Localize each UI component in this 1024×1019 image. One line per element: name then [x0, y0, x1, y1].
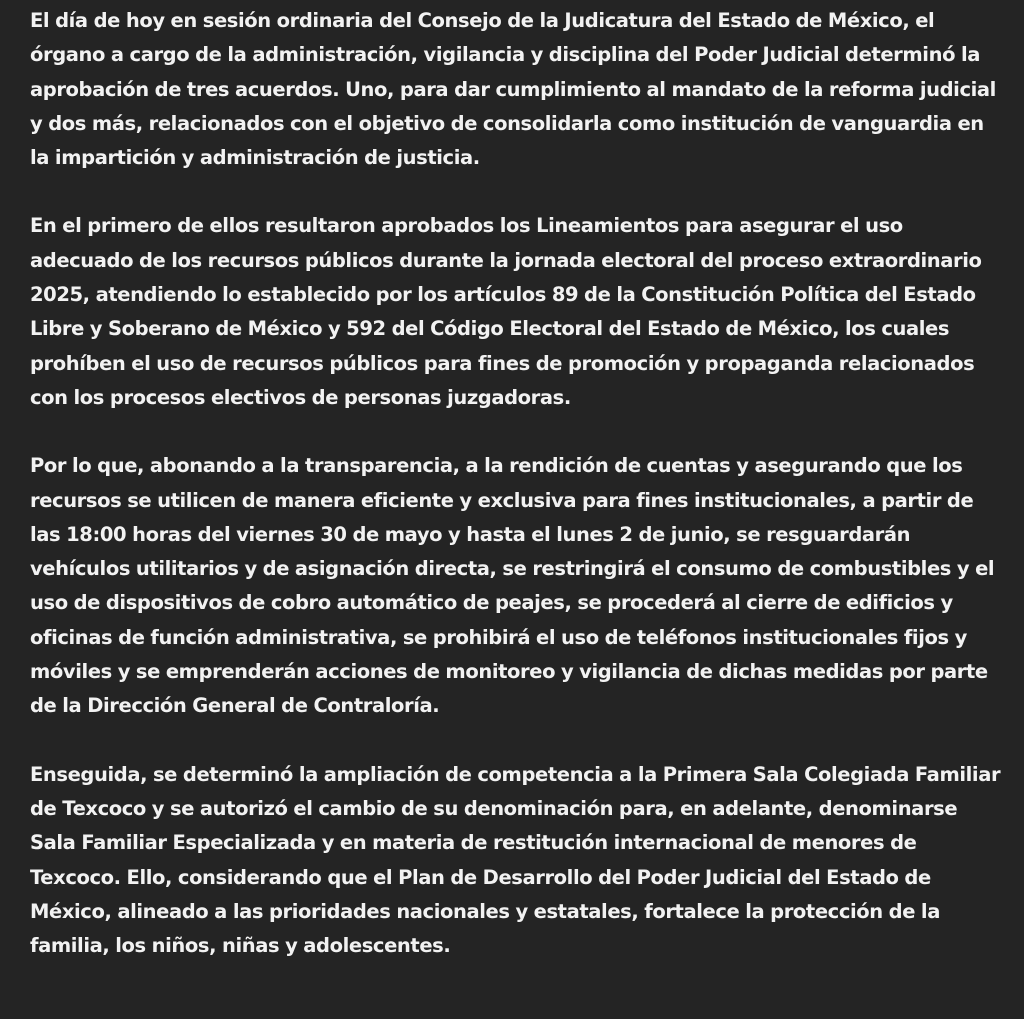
article-paragraph-1: El día de hoy en sesión ordinaria del Consejo de la Judicatura del Estado de México, el órgano a cargo de la administración, vigilancia y disciplina del Poder Judicial determinó la aprobación de tres acuerdos. Uno, para dar cumplimiento al mandato de la reforma judicial y dos más, relacionados con el objetivo de consolidarla como institución de vanguardia en la impartición y administración de justicia.	[30, 9, 996, 170]
article-paragraph-3: Por lo que, abonando a la transparencia, a la rendición de cuentas y asegurando que los recursos se utilicen de manera eficiente y exclusiva para fines institucionales, a partir de las 18:00 horas del viernes 30 de mayo y hasta el lunes 2 de junio, se resguardarán vehículos utilitarios y de asignación directa, se restringirá el consumo de combustibles y el uso de dispositivos de cobro automático de peajes, se procederá al cierre de edificios y oficinas de función administrativa, se prohibirá el uso de teléfonos institucionales fijos y móviles y se emprenderán acciones de monitoreo y vigilancia de dichas medidas por parte de la Dirección General de Contraloría.	[30, 454, 995, 718]
article-paragraph-2: En el primero de ellos resultaron aprobados los Lineamientos para asegurar el uso adecuado de los recursos públicos durante la jornada electoral del proceso extraordinario 2025, atendiendo lo establecido por los artículos 89 de la Constitución Política del Estado Libre y Soberano de México y 592 del Código Electoral del Estado de México, los cuales prohíben el uso de recursos públicos para fines de promoción y propaganda relacionados con los procesos electivos de personas juzgadoras.	[30, 214, 982, 409]
article-paragraph-4: Enseguida, se determinó la ampliación de competencia a la Primera Sala Colegiada Familiar de Texcoco y se autorizó el cambio de su denominación para, en adelante, denominarse Sala Familiar Especializada y en materia de restitución internacional de menores de Texcoco. Ello, considerando que el Plan de Desarrollo del Poder Judicial del Estado de México, alineado a las prioridades nacionales y estatales, fortalece la protección de la familia, los niños, niñas y adolescentes.	[30, 762, 1001, 958]
